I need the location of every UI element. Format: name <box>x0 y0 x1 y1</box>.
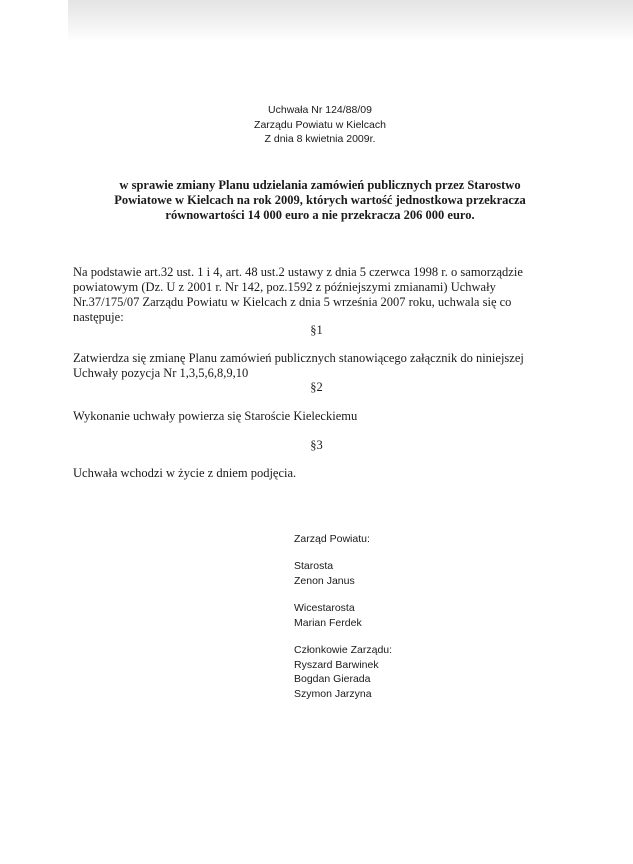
wicestarosta-name: Marian Ferdek <box>294 616 362 629</box>
preamble-line: powiatowym (Dz. U z 2001 r. Nr 142, poz.1592 z późniejszymi zmianami) Uchwały <box>73 280 496 294</box>
resolution-header <box>190 103 450 147</box>
wicestarosta-title: Wicestarosta <box>294 602 355 614</box>
section-line: Uchwały pozycja Nr 1,3,5,6,8,9,10 <box>73 366 249 380</box>
member-name: Szymon Jarzyna <box>294 687 372 700</box>
section-3-mark: §3 <box>310 438 323 452</box>
section-line: Zatwierdza się zmianę Planu zamówień publicznych stanowiącego załącznik do niniejszej <box>73 351 524 365</box>
preamble-line: Nr.37/175/07 Zarządu Powiatu w Kielcach z dnia 5 września 2007 roku, uchwala się co <box>73 295 512 309</box>
resolution-date: Z dnia 8 kwietnia 2009r. <box>264 133 376 145</box>
section-2-text <box>73 409 563 424</box>
issuing-body: Zarządu Powiatu w Kielcach <box>254 118 386 131</box>
wicestarosta-signature <box>294 601 494 630</box>
members-title: Członkowie Zarządu: <box>294 644 393 656</box>
preamble-line: następuje: <box>73 310 124 324</box>
section-line: Uchwała wchodzi w życie z dniem podjęcia. <box>73 466 297 480</box>
starosta-signature <box>294 559 494 588</box>
scan-shadow-top <box>68 0 633 42</box>
section-1-text <box>73 351 563 381</box>
title-line: w sprawie zmiany Planu udzielania zamówień publicznych przez Starostwo <box>119 178 521 192</box>
resolution-number: Uchwała Nr 124/88/09 <box>268 104 372 116</box>
starosta-name: Zenon Janus <box>294 574 355 587</box>
section-2-mark: §2 <box>310 380 323 394</box>
scan-margin-left <box>0 0 68 864</box>
signature-block <box>294 532 494 547</box>
section-line: Wykonanie uchwały powierza się Staroście Kieleckiemu <box>73 409 358 423</box>
section-3-text <box>73 466 563 481</box>
resolution-title <box>85 178 555 223</box>
member-name: Ryszard Barwinek <box>294 658 379 671</box>
title-line: Powiatowe w Kielcach na rok 2009, których wartość jednostkowa przekracza <box>114 193 526 207</box>
starosta-title: Starosta <box>294 560 334 572</box>
board-label: Zarząd Powiatu: <box>294 533 370 545</box>
section-1-mark: §1 <box>310 323 323 337</box>
preamble-line: Na podstawie art.32 ust. 1 i 4, art. 48 ust.2 ustawy z dnia 5 czerwca 1998 r. o samorządzie <box>73 265 523 279</box>
title-line: równowartości 14 000 euro a nie przekracza 206 000 euro. <box>165 208 475 222</box>
members-signature <box>294 643 494 701</box>
preamble <box>73 265 563 325</box>
member-name: Bogdan Gierada <box>294 673 371 685</box>
